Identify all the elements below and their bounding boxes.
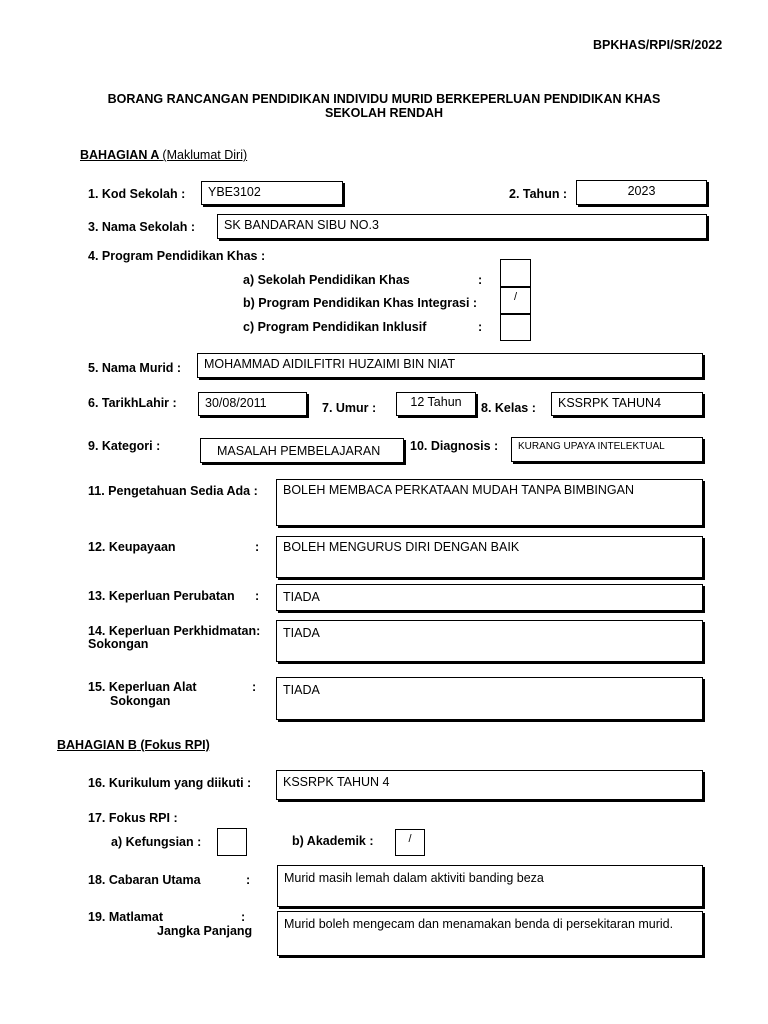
section-a-title: BAHAGIAN A	[80, 148, 159, 162]
program-option-c-label: c) Program Pendidikan Inklusif	[243, 320, 427, 334]
perubatan-colon: :	[255, 589, 260, 603]
nama-sekolah-field[interactable]: SK BANDARAN SIBU NO.3	[217, 214, 707, 239]
umur-field[interactable]: 12 Tahun	[396, 392, 476, 416]
akademik-checkbox[interactable]: /	[395, 829, 425, 856]
tahun-label: 2. Tahun :	[509, 187, 568, 201]
program-option-c-colon: :	[478, 320, 483, 334]
matlamat-label-line1: 19. Matlamat	[88, 910, 164, 924]
keupayaan-colon: :	[255, 540, 260, 554]
kurikulum-label: 16. Kurikulum yang diikuti :	[88, 776, 252, 790]
section-b-subtitle: (Fokus RPI)	[140, 738, 210, 752]
kategori-label: 9. Kategori :	[88, 439, 161, 453]
perkhidmatan-label-line2: Sokongan	[88, 637, 149, 651]
matlamat-field[interactable]: Murid boleh mengecam dan menamakan benda di persekitaran murid.	[277, 911, 703, 956]
program-option-b-checkbox[interactable]: /	[500, 287, 531, 314]
pengetahuan-label: 11. Pengetahuan Sedia Ada :	[88, 484, 258, 498]
section-b-heading	[57, 738, 210, 752]
program-option-b-label: b) Program Pendidikan Khas Integrasi :	[243, 296, 478, 310]
nama-murid-label: 5. Nama Murid :	[88, 361, 182, 375]
pengetahuan-field[interactable]: BOLEH MEMBACA PERKATAAN MUDAH TANPA BIMBINGAN	[276, 479, 703, 526]
diagnosis-field[interactable]: KURANG UPAYA INTELEKTUAL	[511, 437, 703, 462]
keupayaan-label: 12. Keupayaan	[88, 540, 176, 554]
perubatan-label: 13. Keperluan Perubatan	[88, 589, 235, 603]
tahun-field[interactable]: 2023	[576, 180, 707, 205]
cabaran-field[interactable]: Murid masih lemah dalam aktiviti banding beza	[277, 865, 703, 907]
tarikh-lahir-field[interactable]: 30/08/2011	[198, 392, 307, 416]
program-option-a-colon: :	[478, 273, 483, 287]
form-title-line1: BORANG RANCANGAN PENDIDIKAN INDIVIDU MURID BERKEPERLUAN PENDIDIKAN KHAS	[107, 92, 661, 106]
kefungsian-checkbox[interactable]	[217, 828, 247, 856]
alat-label-line2: Sokongan	[110, 694, 171, 708]
section-b-title: BAHAGIAN B	[57, 738, 137, 752]
alat-field[interactable]: TIADA	[276, 677, 703, 720]
akademik-label: b) Akademik :	[292, 834, 374, 848]
program-label: 4. Program Pendidikan Khas :	[88, 249, 266, 263]
kelas-field[interactable]: KSSRPK TAHUN4	[551, 392, 703, 416]
form-title-line2: SEKOLAH RENDAH	[324, 106, 444, 120]
kod-sekolah-field[interactable]: YBE3102	[201, 181, 343, 205]
matlamat-colon: :	[241, 910, 246, 924]
matlamat-label-line2: Jangka Panjang	[157, 924, 253, 938]
keupayaan-field[interactable]: BOLEH MENGURUS DIRI DENGAN BAIK	[276, 536, 703, 578]
program-option-a-label: a) Sekolah Pendidikan Khas	[243, 273, 410, 287]
tarikh-lahir-label: 6. TarikhLahir :	[88, 396, 177, 410]
alat-label-line1: 15. Keperluan Alat	[88, 680, 197, 694]
alat-colon: :	[252, 680, 257, 694]
program-option-a-checkbox[interactable]	[500, 259, 531, 287]
cabaran-label: 18. Cabaran Utama	[88, 873, 201, 887]
program-option-c-checkbox[interactable]	[500, 314, 531, 341]
nama-sekolah-label: 3. Nama Sekolah :	[88, 220, 195, 234]
section-a-subtitle: (Maklumat Diri)	[162, 148, 248, 162]
kategori-field[interactable]: MASALAH PEMBELAJARAN	[200, 438, 404, 463]
perubatan-field[interactable]: TIADA	[276, 584, 703, 611]
umur-label: 7. Umur :	[322, 401, 377, 415]
perkhidmatan-field[interactable]: TIADA	[276, 620, 703, 662]
kurikulum-field[interactable]: KSSRPK TAHUN 4	[276, 770, 703, 800]
perkhidmatan-label-line1: 14. Keperluan Perkhidmatan:	[88, 624, 261, 638]
kelas-label: 8. Kelas :	[481, 401, 536, 415]
form-code: BPKHAS/RPI/SR/2022	[593, 38, 723, 52]
kod-sekolah-label: 1. Kod Sekolah :	[88, 187, 186, 201]
section-a-heading	[80, 148, 247, 162]
kefungsian-label: a) Kefungsian :	[111, 835, 202, 849]
nama-murid-field[interactable]: MOHAMMAD AIDILFITRI HUZAIMI BIN NIAT	[197, 353, 703, 378]
diagnosis-label: 10. Diagnosis :	[410, 439, 499, 453]
fokus-rpi-label: 17. Fokus RPI :	[88, 811, 178, 825]
cabaran-colon: :	[246, 873, 251, 887]
